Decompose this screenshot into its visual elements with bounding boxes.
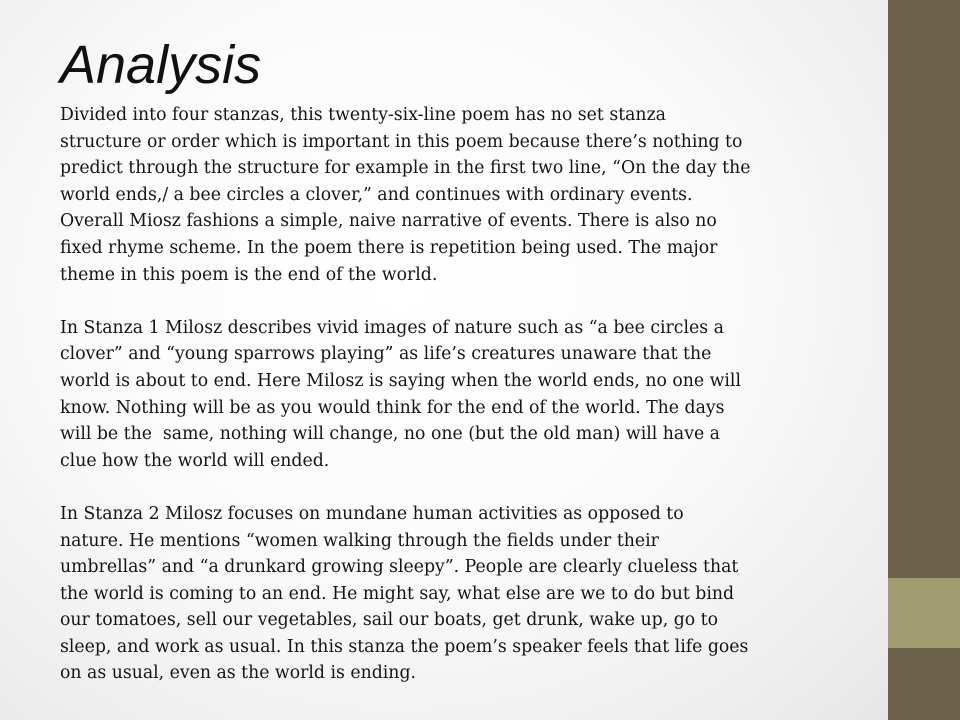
- paragraph-line: clover” and “young sparrows playing” as life’s creatures unaware that the: [60, 344, 712, 365]
- slide-body: [60, 102, 850, 687]
- paragraph-line: clue how the world will ended.: [60, 450, 330, 471]
- paragraph-line: In Stanza 2 Milosz focuses on mundane human activities as opposed to: [60, 503, 684, 524]
- paragraph-line: world is about to end. Here Milosz is saying when the world ends, no one will: [60, 370, 741, 391]
- paragraph-line: Divided into four stanzas, this twenty-six-line poem has no set stanza: [60, 105, 666, 125]
- paragraph-line: fixed rhyme scheme. In the poem there is repetition being used. The major: [60, 237, 718, 258]
- paragraph-line: umbrellas” and “a drunkard growing sleepy”. People are clearly clueless that: [60, 557, 739, 578]
- paragraph-line: the world is coming to an end. He might say, what else are we to do but bind: [60, 583, 735, 604]
- paragraph-line: sleep, and work as usual. In this stanza the poem’s speaker feels that life goes: [60, 636, 749, 657]
- slide-title: Analysis: [60, 35, 262, 95]
- paragraph-line: Overall Miosz fashions a simple, naive narrative of events. There is also no: [60, 211, 717, 232]
- side-bar-accent-block: [888, 578, 960, 648]
- paragraph-line: know. Nothing will be as you would think for the end of the world. The days: [60, 397, 725, 418]
- paragraph-overview: [60, 102, 850, 288]
- paragraph-line: nature. He mentions “women walking through the fields under their: [60, 530, 659, 551]
- paragraph-line: theme in this poem is the end of the world.: [60, 264, 438, 285]
- paragraph-spacer: [60, 288, 850, 315]
- paragraph-line: our tomatoes, sell our vegetables, sail our boats, get drunk, wake up, go to: [60, 610, 719, 631]
- paragraph-line: structure or order which is important in this poem because there’s nothing to: [60, 131, 743, 152]
- paragraph-line: predict through the structure for example in the first two line, “On the day the: [60, 158, 751, 179]
- paragraph-spacer: [60, 474, 850, 501]
- paragraph-stanza-1: [60, 315, 850, 475]
- paragraph-line: world ends,/ a bee circles a clover,” and continues with ordinary events.: [60, 184, 693, 205]
- decorative-side-bar: [888, 0, 960, 720]
- paragraph-line: on as usual, even as the world is ending.: [60, 663, 416, 684]
- paragraph-stanza-2: [60, 501, 850, 687]
- paragraph-line: will be the same, nothing will change, no one (but the old man) will have a: [60, 424, 720, 445]
- paragraph-line: In Stanza 1 Milosz describes vivid images of nature such as “a bee circles a: [60, 317, 724, 338]
